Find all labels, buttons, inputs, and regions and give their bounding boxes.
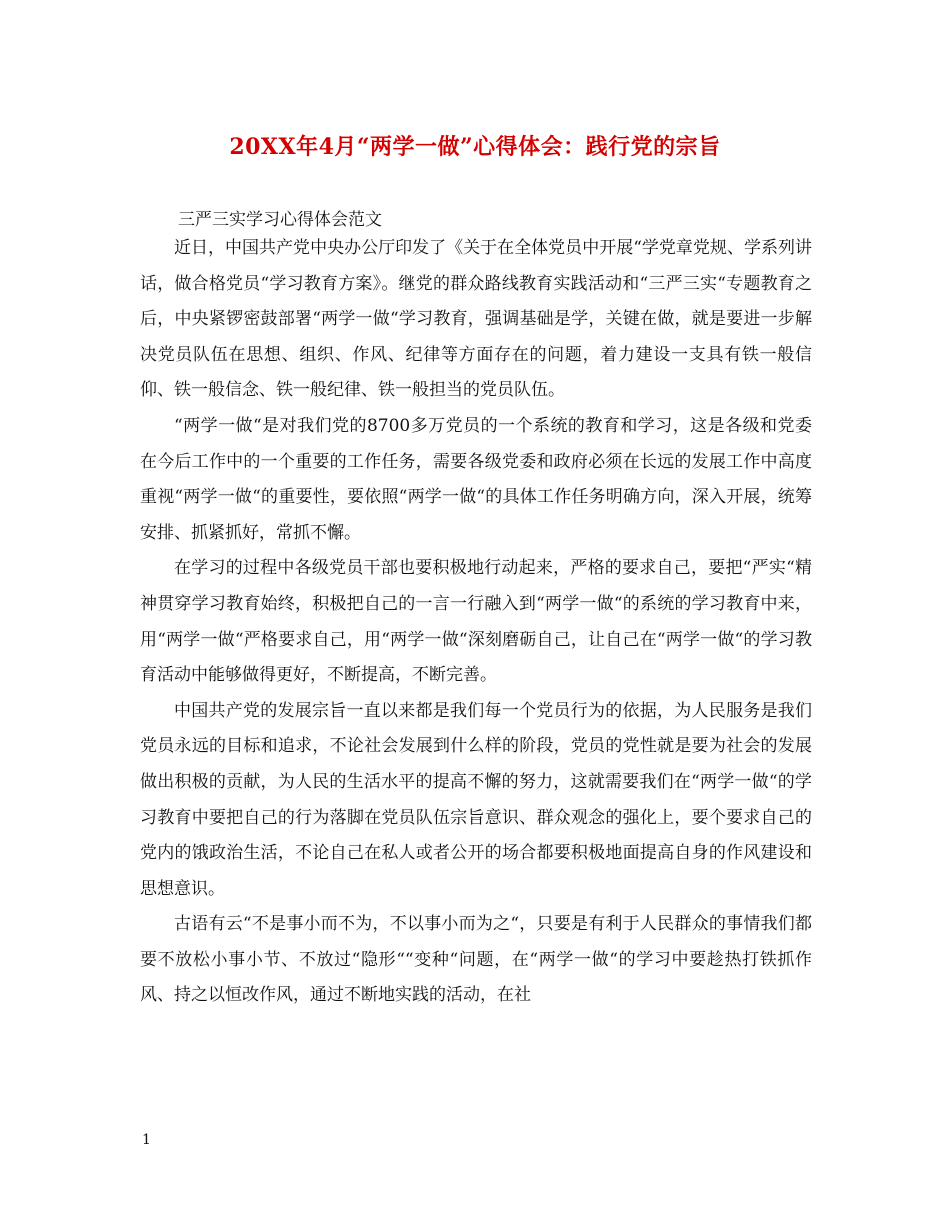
document-body <box>140 231 812 1014</box>
paragraph-2: “两学一做“是对我们党的8700多万党员的一个系统的教育和学习，这是各级和党委在今后工作中的一个重要的工作任务，需要各级党委和政府必须在长远的发展工作中高度重视“两学一做“的重要性，要依照“两学一做“的具体工作任务明确方向，深入开展，统筹安排、抓紧抓好，常抓不懈。 <box>140 415 812 543</box>
page-number: 1 <box>142 1132 151 1148</box>
paragraph-1: 近日，中国共产党中央办公厅印发了《关于在全体党员中开展“学党章党规、学系列讲话，做合格党员“学习教育方案》。继党的群众路线教育实践活动和“三严三实“专题教育之后，中央紧锣密鼓部署“两学一做“学习教育，强调基础是学，关键在做，就是要进一步解决党员队伍在思想、组织、作风、纪律等方面存在的问题，着力建设一支具有铁一般信仰、铁一般信念、铁一般纪律、铁一般担当的党员队伍。 <box>140 238 812 401</box>
paragraph-3: 在学习的过程中各级党员干部也要积极地行动起来，严格的要求自己，要把“严实“精神贯穿学习教育始终，积极把自己的一言一行融入到“两学一做“的系统的学习教育中来，用“两学一做“严格要求自己，用“两学一做“深刻磨砺自己，让自己在“两学一做“的学习教育活动中能够做得更好，不断提高，不断完善。 <box>140 558 812 686</box>
paragraph-5: 古语有云“不是事小而不为，不以事小而为之“，只要是有利于人民群众的事情我们都要不放松小事小节、不放过“隐形““变种“问题，在“两学一做“的学习中要趁热打铁抓作风、持之以恒改作风，通过不断地实践的活动，在社 <box>140 914 812 1006</box>
paragraph-4: 中国共产党的发展宗旨一直以来都是我们每一个党员行为的依据，为人民服务是我们党员永远的目标和追求，不论社会发展到什么样的阶段，党员的党性就是要为社会的发展做出积极的贡献，为人民的生活水平的提高不懈的努力，这就需要我们在“两学一做“的学习教育中要把自己的行为落脚在党员队伍宗旨意识、群众观念的强化上，要个要求自己的党内的饿政治生活，不论自己在私人或者公开的场合都要积极地面提高自身的作风建设和思想意识。 <box>140 700 812 899</box>
document-subtitle: 三严三实学习心得体会范文 <box>178 210 382 230</box>
document-title: 20XX年4月“两学一做”心得体会：践行党的宗旨 <box>229 134 721 160</box>
